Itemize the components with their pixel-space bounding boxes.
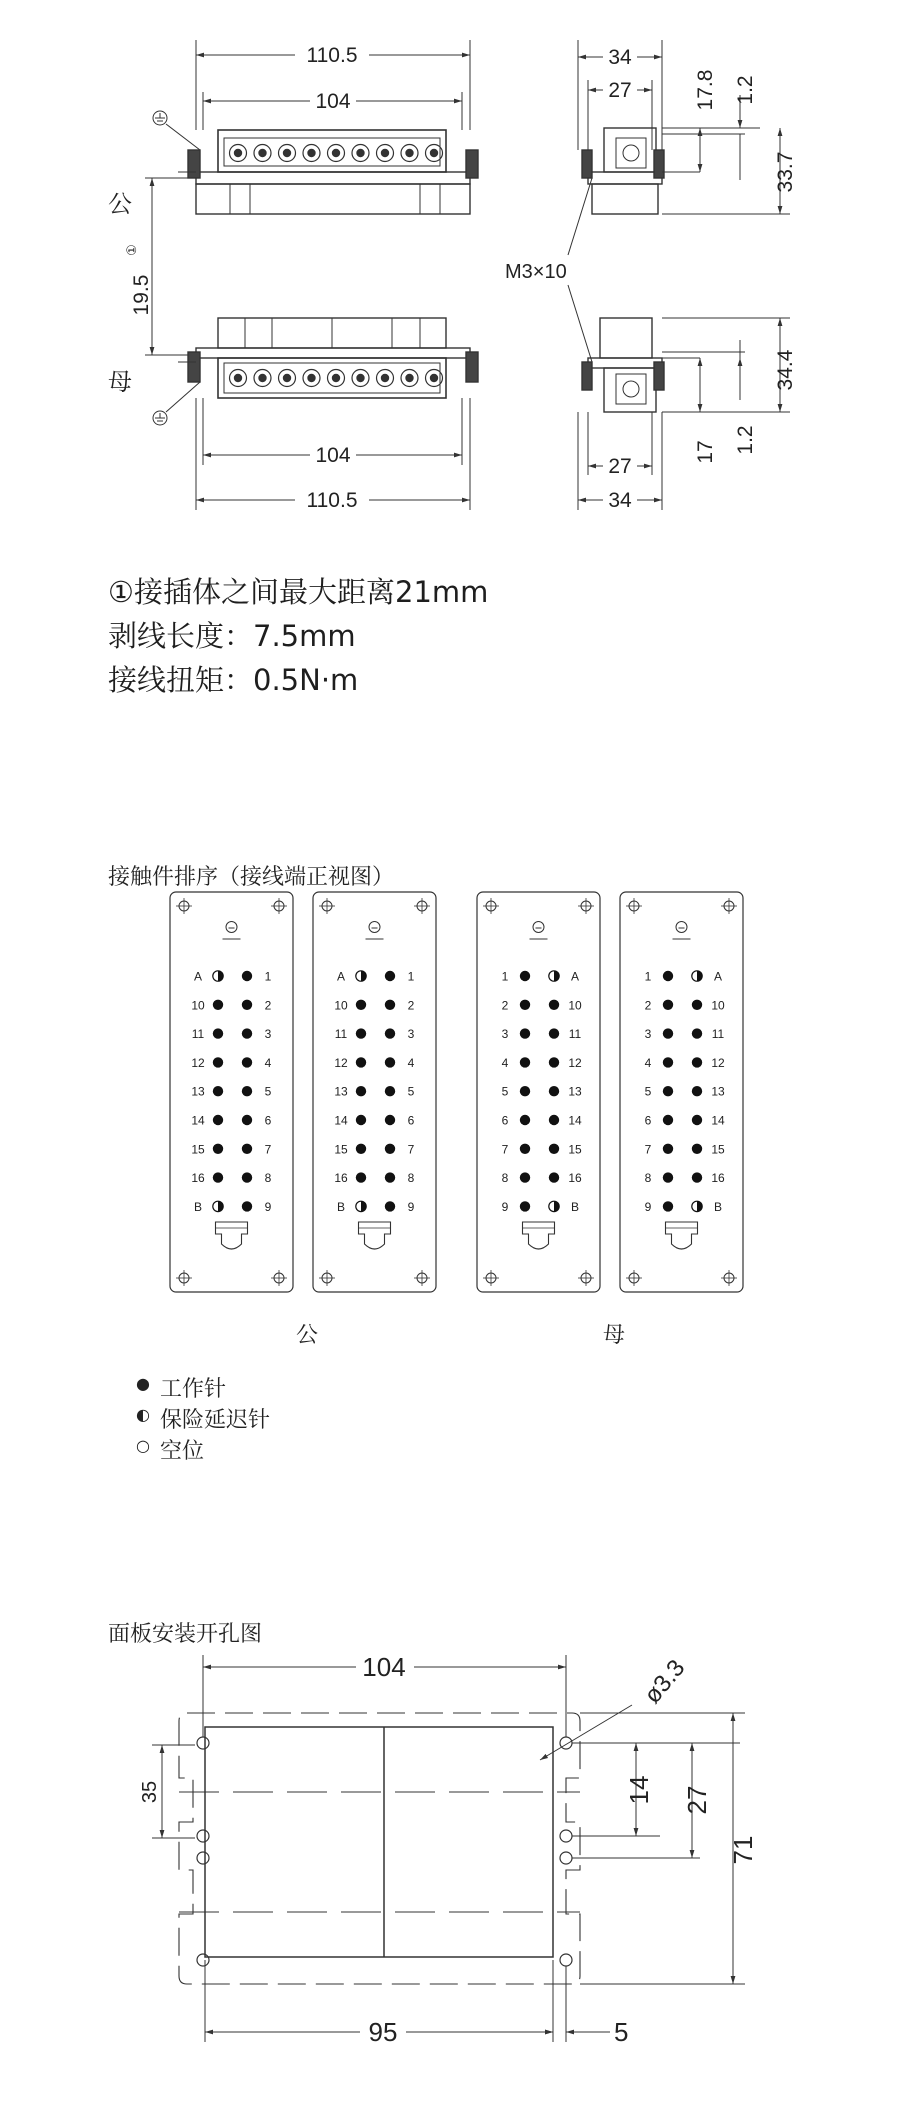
dim-male-height: 33.7: [774, 151, 797, 193]
contact-number-label: 15: [334, 1142, 348, 1157]
working-pin-dot: [549, 1028, 559, 1038]
contact-number-label: 10: [711, 998, 725, 1013]
contact-number-label: A: [336, 969, 346, 984]
ground-icon: [676, 922, 687, 933]
legend-symbol: ●: [136, 1374, 150, 1393]
working-pin-dot: [356, 1057, 366, 1067]
working-pin-dot: [549, 1000, 559, 1010]
contact-group-labels: [296, 1323, 625, 1348]
contact-number-label: 14: [191, 1113, 205, 1128]
working-pin-dot: [663, 1057, 673, 1067]
front-pin-center: [431, 375, 438, 382]
contact-number-label: 11: [334, 1027, 348, 1042]
working-pin-dot: [385, 971, 395, 981]
contact-number-label: 9: [407, 1199, 415, 1214]
contact-panel-female: [620, 892, 743, 1292]
dim-male-h2: 1.2: [734, 75, 757, 105]
legend-symbol: ◐: [136, 1405, 150, 1424]
working-pin-dot: [242, 1144, 252, 1154]
legend-symbol: ○: [136, 1436, 150, 1455]
front-pin-center: [284, 375, 291, 382]
working-pin-dot: [520, 971, 530, 981]
contact-number-label: 15: [711, 1142, 725, 1157]
contact-number-label: 8: [407, 1171, 415, 1186]
ground-icon: [369, 922, 380, 933]
working-pin-dot: [242, 1201, 252, 1211]
contact-number-label: B: [713, 1199, 723, 1214]
dim-female-h2: 1.2: [734, 425, 757, 455]
working-pin-dot: [385, 1000, 395, 1010]
note-strip-length: 剥线长度：7.5mm: [108, 619, 356, 653]
contact-number-label: 3: [264, 1027, 272, 1042]
contact-number-label: B: [570, 1199, 580, 1214]
dim-overall-width-male: 110.5: [306, 44, 358, 67]
contact-number-label: 8: [264, 1171, 272, 1186]
contact-number-label: 10: [568, 998, 582, 1013]
coding-latch-icon: [666, 1222, 698, 1249]
working-pin-dot: [242, 1172, 252, 1182]
contact-number-label: 12: [711, 1055, 725, 1070]
front-pin-center: [406, 150, 413, 157]
dim-male-h1: 17.8: [694, 69, 717, 111]
note-max-distance: ①接插体之间最大距离21mm: [108, 575, 489, 609]
contact-number-label: 1: [644, 969, 652, 984]
contact-number-label: 9: [501, 1199, 509, 1214]
contact-number-label: 14: [568, 1113, 582, 1128]
contact-number-label: 3: [501, 1027, 509, 1042]
legend-item-delay-pin: [136, 1403, 271, 1434]
contact-number-label: 12: [568, 1055, 582, 1070]
working-pin-dot: [242, 1057, 252, 1067]
working-pin-dot: [663, 971, 673, 981]
female-front-pin-row: [230, 370, 443, 387]
working-pin-dot: [663, 1086, 673, 1096]
front-pin-center: [406, 375, 413, 382]
contact-number-label: B: [193, 1199, 203, 1214]
working-pin-dot: [213, 1115, 223, 1125]
contact-number-label: 5: [264, 1084, 272, 1099]
panel-dim-27: 27: [682, 1785, 712, 1815]
working-pin-dot: [549, 1144, 559, 1154]
working-pin-dot: [692, 1000, 702, 1010]
front-pin-center: [308, 375, 315, 382]
working-pin-dot: [385, 1172, 395, 1182]
dim-male-side-inner: 27: [608, 79, 632, 102]
dim-female-side-inner: 27: [608, 455, 632, 478]
working-pin-dot: [663, 1000, 673, 1010]
label-screw-spec: M3×10: [505, 261, 567, 283]
ground-icon: [533, 922, 544, 933]
front-pin-center: [259, 375, 266, 382]
working-pin-dot: [692, 1028, 702, 1038]
contact-number-label: 11: [568, 1027, 582, 1042]
working-pin-dot: [356, 1144, 366, 1154]
panel-dim-95: 95: [368, 2017, 398, 2047]
dim-female-h1: 17: [694, 440, 717, 464]
contact-number-label: 4: [407, 1055, 415, 1070]
panel-section-title: 面板安装开孔图: [108, 1622, 263, 1647]
contact-number-label: 13: [191, 1084, 205, 1099]
panel-dim-35: 35: [139, 1780, 161, 1804]
working-pin-dot: [356, 1000, 366, 1010]
contact-number-label: 14: [711, 1113, 725, 1128]
contact-number-label: 8: [644, 1171, 652, 1186]
front-pin-center: [308, 150, 315, 157]
contact-number-label: 7: [264, 1142, 272, 1157]
contact-number-label: 6: [644, 1113, 652, 1128]
contact-number-label: A: [713, 969, 723, 984]
working-pin-dot: [692, 1172, 702, 1182]
front-pin-center: [333, 375, 340, 382]
contact-number-label: 12: [191, 1055, 205, 1070]
working-pin-dot: [520, 1000, 530, 1010]
front-pin-center: [357, 375, 364, 382]
contact-number-label: 10: [334, 998, 348, 1013]
dim-female-side-width: 34: [608, 489, 632, 512]
contact-number-label: 7: [407, 1142, 415, 1157]
contact-panel-female: [477, 892, 600, 1292]
working-pin-dot: [663, 1201, 673, 1211]
contact-number-label: 4: [501, 1055, 509, 1070]
contact-number-label: 13: [711, 1084, 725, 1099]
working-pin-dot: [549, 1057, 559, 1067]
ground-icon: [226, 922, 237, 933]
working-pin-dot: [692, 1144, 702, 1154]
front-pin-center: [431, 150, 438, 157]
contact-panel-outline: [313, 892, 436, 1292]
working-pin-dot: [356, 1028, 366, 1038]
top-dimension-labels: [108, 44, 797, 512]
contact-group-label-female: 母: [602, 1323, 626, 1348]
working-pin-dot: [242, 1000, 252, 1010]
working-pin-dot: [385, 1028, 395, 1038]
working-pin-dot: [692, 1086, 702, 1096]
contact-number-label: 16: [711, 1171, 725, 1186]
legend-text: 工作针: [160, 1377, 227, 1402]
contact-number-label: 5: [501, 1084, 509, 1099]
contact-number-label: 16: [334, 1171, 348, 1186]
contact-number-label: 2: [644, 998, 652, 1013]
working-pin-dot: [520, 1086, 530, 1096]
front-pin-center: [259, 150, 266, 157]
contact-number-label: 2: [501, 998, 509, 1013]
working-pin-dot: [213, 1000, 223, 1010]
contact-number-label: 6: [407, 1113, 415, 1128]
label-male-top: 公: [108, 191, 132, 218]
working-pin-dot: [242, 1086, 252, 1096]
panel-dim-5: 5: [614, 2017, 629, 2047]
working-pin-dot: [520, 1201, 530, 1211]
working-pin-dot: [520, 1115, 530, 1125]
working-pin-dot: [385, 1201, 395, 1211]
working-pin-dot: [356, 1086, 366, 1096]
working-pin-dot: [692, 1115, 702, 1125]
contact-number-label: 10: [191, 998, 205, 1013]
working-pin-dot: [385, 1057, 395, 1067]
working-pin-dot: [242, 1028, 252, 1038]
coding-latch-icon: [216, 1222, 248, 1249]
dim-male-side-width: 34: [608, 46, 632, 69]
contact-number-label: 13: [568, 1084, 582, 1099]
contact-number-label: 1: [264, 969, 272, 984]
working-pin-dot: [356, 1172, 366, 1182]
contact-number-label: 11: [711, 1027, 725, 1042]
working-pin-dot: [356, 1115, 366, 1125]
contact-number-label: 7: [501, 1142, 509, 1157]
working-pin-dot: [663, 1115, 673, 1125]
contact-number-label: 6: [501, 1113, 509, 1128]
working-pin-dot: [213, 1144, 223, 1154]
contact-number-label: 5: [407, 1084, 415, 1099]
front-pin-center: [235, 375, 242, 382]
working-pin-dot: [663, 1144, 673, 1154]
legend-text: 空位: [160, 1439, 205, 1464]
coding-latch-icon: [359, 1222, 391, 1249]
contact-group-label-male: 公: [295, 1323, 319, 1348]
front-pin-center: [333, 150, 340, 157]
dim-female-height: 34.4: [774, 349, 797, 391]
dim-mating-gap-note-mark: ①: [124, 244, 139, 256]
working-pin-dot: [213, 1086, 223, 1096]
legend-item-working-pin: [136, 1372, 227, 1403]
contact-number-label: 9: [264, 1199, 272, 1214]
panel-cutout-drawing: [152, 1653, 745, 2046]
contact-number-label: 3: [644, 1027, 652, 1042]
screw-leader: [568, 178, 592, 362]
contact-number-label: 6: [264, 1113, 272, 1128]
panel-dimension-labels: [139, 1652, 758, 2047]
contact-arrangement-panels: [170, 892, 743, 1292]
working-pin-dot: [549, 1086, 559, 1096]
working-pin-dot: [663, 1172, 673, 1182]
contact-section-title: 接触件排序（接线端正视图）: [108, 865, 395, 890]
contact-number-label: 13: [334, 1084, 348, 1099]
contact-panel-outline: [170, 892, 293, 1292]
male-front-pin-row: [230, 145, 443, 162]
dim-pitch-width-female: 104: [315, 444, 351, 467]
front-pin-center: [284, 150, 291, 157]
female-side-view: [578, 318, 790, 512]
contact-panel-male: [313, 892, 436, 1292]
working-pin-dot: [385, 1115, 395, 1125]
contact-number-label: A: [570, 969, 580, 984]
contact-number-label: 1: [407, 969, 415, 984]
legend-text: 保险延迟针: [160, 1408, 271, 1433]
working-pin-dot: [692, 1057, 702, 1067]
contact-number-label: 15: [568, 1142, 582, 1157]
female-front-view: [153, 318, 478, 512]
contact-number-label: 9: [644, 1199, 652, 1214]
front-pin-center: [357, 150, 364, 157]
mating-gap-dimension: [145, 178, 196, 355]
working-pin-dot: [520, 1144, 530, 1154]
dim-mating-gap: 19.5: [130, 274, 153, 316]
working-pin-dot: [520, 1028, 530, 1038]
contact-number-label: 2: [264, 998, 272, 1013]
working-pin-dot: [549, 1172, 559, 1182]
front-pin-center: [235, 150, 242, 157]
label-female-top: 母: [108, 369, 132, 396]
working-pin-dot: [213, 1057, 223, 1067]
working-pin-dot: [549, 1115, 559, 1125]
working-pin-dot: [520, 1057, 530, 1067]
panel-dim-hole-dia: ø3.3: [638, 1654, 691, 1709]
contact-number-label: 1: [501, 969, 509, 984]
contact-number-label: 8: [501, 1171, 509, 1186]
contact-number-label: 16: [191, 1171, 205, 1186]
contact-number-label: B: [336, 1199, 346, 1214]
working-pin-dot: [385, 1086, 395, 1096]
front-pin-center: [382, 375, 389, 382]
working-pin-dot: [520, 1172, 530, 1182]
contact-number-label: A: [193, 969, 203, 984]
panel-dim-71: 71: [728, 1835, 758, 1865]
note-torque: 接线扭矩：0.5N·m: [108, 663, 359, 697]
working-pin-dot: [385, 1144, 395, 1154]
front-pin-center: [382, 150, 389, 157]
contact-panel-male: [170, 892, 293, 1292]
contact-number-label: 4: [264, 1055, 272, 1070]
contact-number-label: 7: [644, 1142, 652, 1157]
working-pin-dot: [213, 1028, 223, 1038]
contact-number-label: 16: [568, 1171, 582, 1186]
legend-item-empty-slot: [136, 1434, 205, 1465]
contact-number-label: 2: [407, 998, 415, 1013]
working-pin-dot: [242, 1115, 252, 1125]
contact-number-label: 14: [334, 1113, 348, 1128]
dim-overall-width-female: 110.5: [306, 489, 358, 512]
working-pin-dot: [213, 1172, 223, 1182]
dim-pitch-width-male: 104: [315, 90, 351, 113]
panel-dim-width: 104: [362, 1652, 406, 1682]
panel-dim-14: 14: [624, 1775, 654, 1805]
contact-number-label: 4: [644, 1055, 652, 1070]
contact-number-label: 5: [644, 1084, 652, 1099]
contact-number-label: 12: [334, 1055, 348, 1070]
contact-number-label: 15: [191, 1142, 205, 1157]
working-pin-dot: [242, 971, 252, 981]
contact-number-label: 11: [191, 1027, 205, 1042]
coding-latch-icon: [523, 1222, 555, 1249]
contact-number-label: 3: [407, 1027, 415, 1042]
working-pin-dot: [663, 1028, 673, 1038]
